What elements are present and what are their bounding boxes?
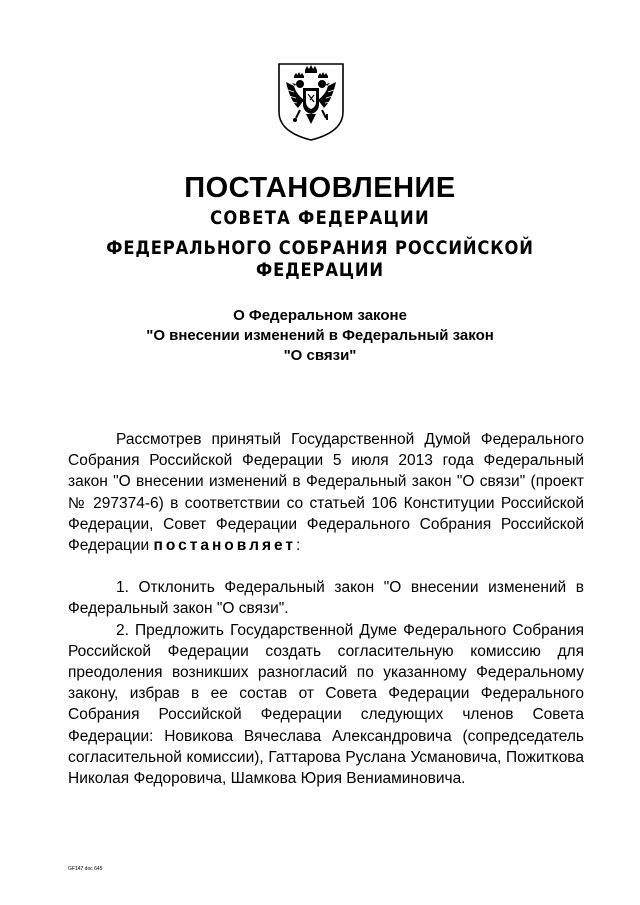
preamble-text: Рассмотрев принятый Государственной Думой Федерального Собрания Российской Федерации 5 июля 2013 года Федеральный закон "О внесении изменений в Федеральный закон "О связи" (проект № 297374-6) в соответствии со статьей 106 Конституции Российской Федерации, Совет Федерации Федерального Собрания Российской Федерации bbox=[68, 431, 584, 555]
russian-coat-of-arms-icon bbox=[276, 60, 346, 142]
footer-code: GF147 doc 645 bbox=[68, 866, 103, 872]
issuer-line-2: ФЕДЕРАЛЬНОГО СОБРАНИЯ РОССИЙСКОЙ ФЕДЕРАЦИИ bbox=[106, 237, 534, 281]
item-2-paragraph: 2. Предложить Государственной Думе Федерального Собрания Российской Федерации создать согласительную комиссию для преодоления возникших разногласий по указанному Федеральному закону, избрав в ее состав от Совета Федерации Федерального Собрания Российской Федерации следующих членов Совета Федерации: Новикова Вячеслава Александровича (сопредседатель согласительной комиссии), Гаттарова Руслана Усмановича, Пожиткова Николая Федоровича, Шамкова Юрия Вениаминовича. bbox=[68, 621, 584, 788]
item-1-paragraph: 1. Отклонить Федеральный закон "О внесении изменений в Федеральный закон "О связи". bbox=[68, 579, 584, 618]
resolves-colon: : bbox=[296, 537, 301, 555]
preamble-paragraph bbox=[68, 429, 584, 556]
document-title: ПОСТАНОВЛЕНИЕ bbox=[184, 172, 456, 204]
subject-line-3: "О связи" bbox=[283, 347, 357, 364]
issuer-line-1: СОВЕТА ФЕДЕРАЦИИ bbox=[210, 207, 430, 229]
subject-line-2: "О внесении изменений в Федеральный закон bbox=[146, 327, 494, 344]
document-body bbox=[68, 429, 584, 789]
subject-line-1: О Федеральном законе bbox=[233, 307, 407, 324]
document-subject bbox=[0, 306, 640, 366]
resolves-word: постановляет bbox=[153, 537, 296, 555]
